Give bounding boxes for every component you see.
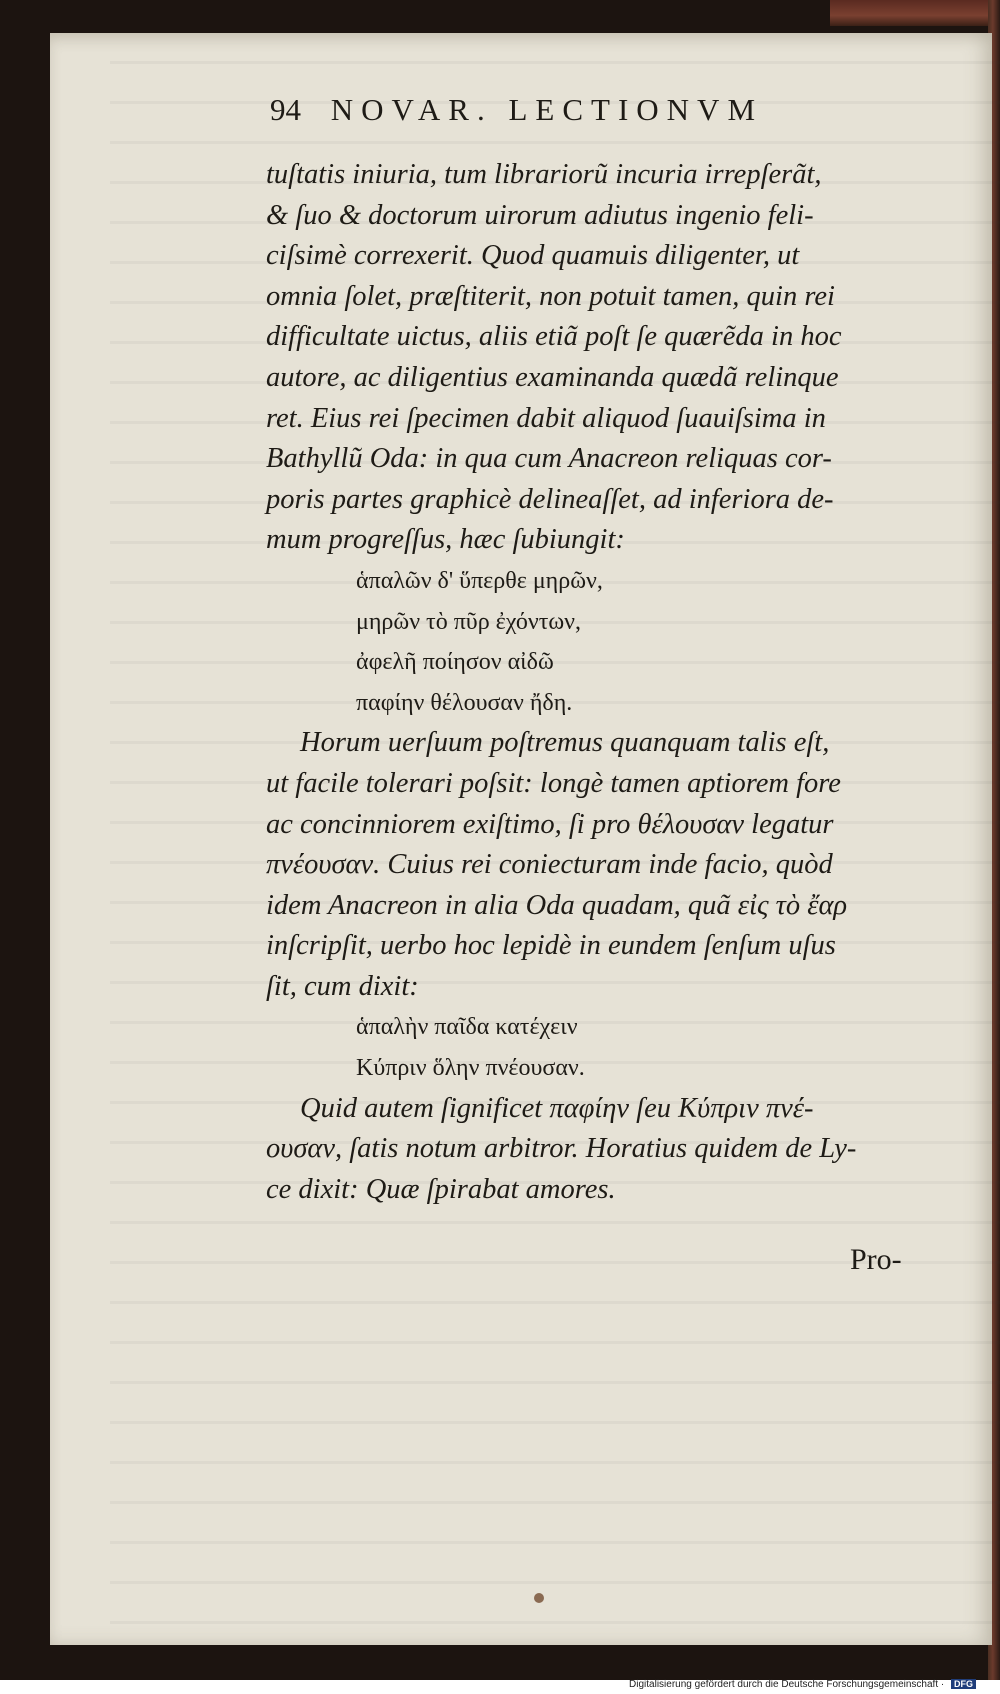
text-line: mum progreſſus, hæc ſubiungit: (266, 524, 625, 556)
greek-verse-line: ἁπαλῶν δ' ὕπερθε μηρῶν, (356, 567, 603, 594)
text-line: ſit, cum dixit: (266, 970, 419, 1002)
text-line: omnia ſolet, præſtiterit, non potuit tamen, quin rei (266, 280, 835, 312)
greek-verse-line: μηρῶν τὸ πῦρ ἐχόντων, (356, 608, 582, 635)
catchword: Pro- (850, 1243, 902, 1276)
book-cover-edge-top (830, 0, 1000, 26)
text-line: ουσαν, ſatis notum arbitror. Horatius quidem de Ly- (266, 1133, 857, 1165)
text-line: ut facile tolerari poſsit: longè tamen aptiorem fore (266, 767, 841, 799)
greek-verse-line: ἁπαλὴν παῖδα κατέχειν (356, 1014, 578, 1041)
text-line: & ſuo & doctorum uirorum adiutus ingenio feli- (266, 199, 814, 231)
credit-text: Digitalisierung gefördert durch die Deutsche Forschungsgemeinschaft · (629, 1679, 945, 1690)
greek-verse-line: ἀφελῆ ποίησον αἰδῶ (356, 649, 554, 676)
text-line: idem Anacreon in alia Oda quadam, quã εἰς τὸ ἔαρ (266, 889, 848, 921)
text-line: poris partes graphicè delineaſſet, ad inferiora de- (266, 483, 834, 515)
page-header (270, 92, 910, 138)
digitization-credit (629, 1679, 976, 1690)
text-line: ac concinniorem exiſtimo, ſi pro θέλουσαν legatur (266, 808, 834, 840)
text-line: ce dixit: Quæ ſpirabat amores. (266, 1173, 616, 1205)
dfg-logo: DFG (951, 1679, 976, 1689)
text-line: Bathyllũ Oda: in qua cum Anacreon reliquas cor- (266, 443, 832, 475)
greek-verse-line: Κύπριν ὅλην πνέουσαν. (356, 1055, 585, 1082)
body-text (266, 155, 928, 1210)
text-line: difficultate uictus, aliis etiã poſt ſe quærẽda in hoc (266, 321, 842, 353)
text-line: tuſtatis iniuria, tum librariorũ incuria irrepſerãt, (266, 159, 822, 190)
text-line: ret. Eius rei ſpecimen dabit aliquod ſuauiſsima in (266, 402, 826, 434)
text-line: autore, ac diligentius examinanda quædã relinque (266, 361, 839, 393)
page-number: 94 (270, 92, 301, 127)
text-line: πνέουσαν. Cuius rei coniecturam inde facio, quòd (266, 849, 833, 881)
text-line: ciſsimè correxerit. Quod quamuis diligenter, ut (266, 240, 800, 272)
greek-verse-line: παφίην θέλουσαν ἤδη. (356, 689, 573, 716)
text-line: Quid autem ſignificet παφίην ſeu Κύπριν πνέ- (300, 1092, 814, 1124)
ornament-dot (534, 1593, 544, 1603)
text-line: Horum uerſuum poſtremus quanquam talis eſt, (300, 727, 830, 759)
text-line: inſcripſit, uerbo hoc lepidè in eundem ſenſum uſus (266, 930, 836, 962)
running-head: NOVAR. LECTIONVM (330, 92, 764, 127)
